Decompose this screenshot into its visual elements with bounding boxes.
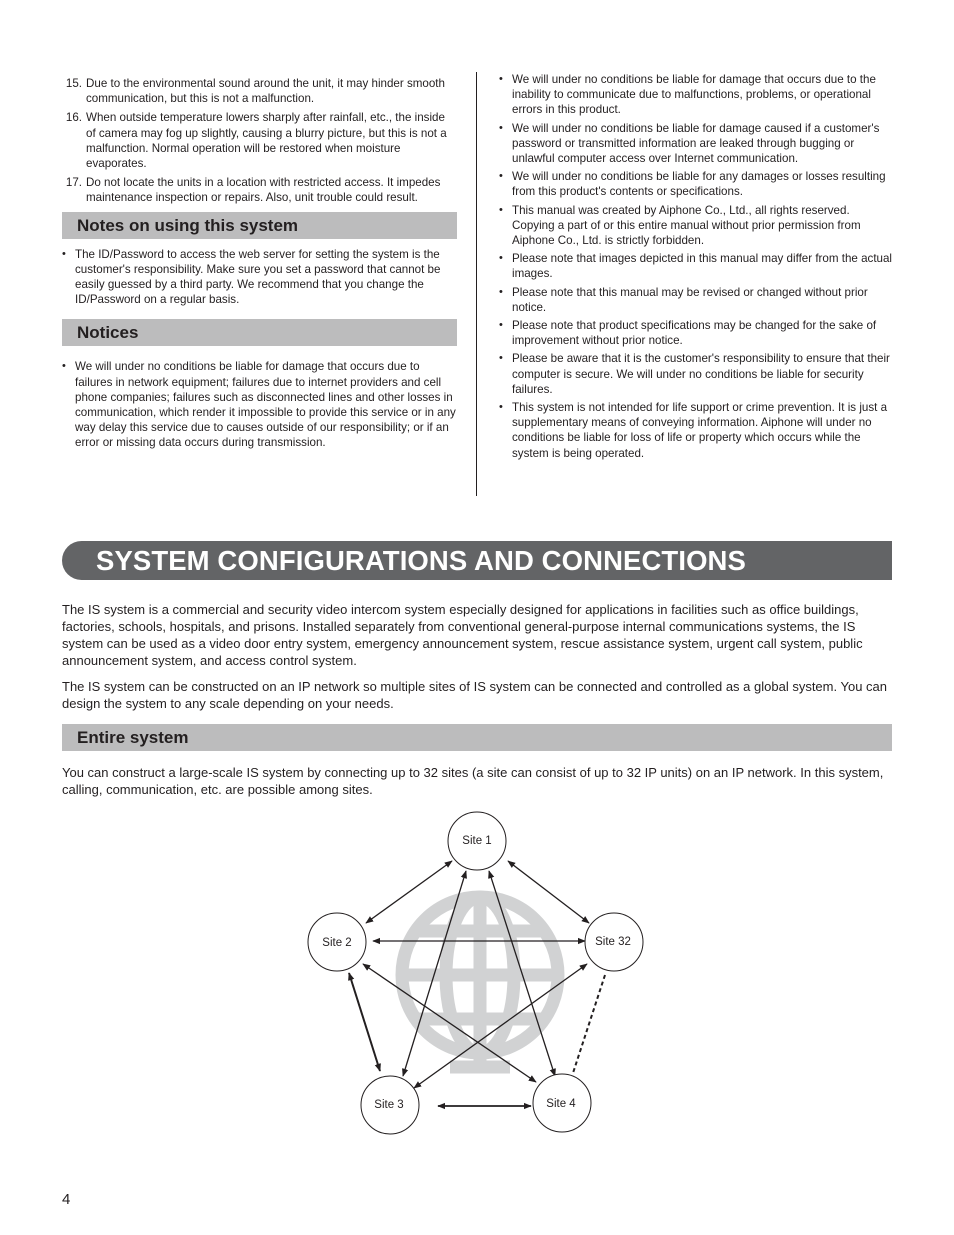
list-item: • We will under no conditions be liable for damage caused if a customer's password or transmitted information are leaked through bugging or unlawful computer access over Internet communication. <box>496 121 894 167</box>
link-site32-site4-dashed <box>573 975 605 1073</box>
list-item <box>62 76 457 106</box>
list-item <box>62 110 457 171</box>
globe-icon <box>402 897 558 1067</box>
left-column <box>62 76 457 453</box>
intro-paragraph: The IS system is a commercial and security video intercom system especially designed for applications in facilities such as office buildings, factories, schools, hospitals, and prisons. Installed separately from conventional general-purpose internal communications systems, the IS system can be used as a video door entry system, emergency announcement system, rescue assistance system, urgent call system, public announcement system, and access control system. <box>62 602 863 668</box>
item-number: 17. <box>65 176 82 190</box>
site-2-label: Site 2 <box>322 937 352 949</box>
list-item: • Please be aware that it is the customer's responsibility to ensure that their computer is secure. We will under no conditions be liable for security failures. <box>496 351 894 397</box>
item-text: Do not locate the units in a location with restricted access. It impedes maintenance inspection or repairs. Also, unit trouble could result. <box>86 176 441 205</box>
list-item: • We will under no conditions be liable for damage that occurs due to the inability to communicate due to malfunctions, problems, or operational errors in this product. <box>496 72 894 118</box>
list-item: • Please note that product specifications may be changed for the sake of improvement without prior notice. <box>496 318 894 348</box>
site-4-label: Site 4 <box>546 1098 576 1110</box>
list-item: • Please note that this manual may be revised or changed without prior notice. <box>496 285 894 315</box>
site-1-label: Site 1 <box>462 835 492 847</box>
section-title: SYSTEM CONFIGURATIONS AND CONNECTIONS <box>96 545 746 576</box>
list-item: • We will under no conditions be liable for damage that occurs due to failures in network equipment; failures due to internet providers and cell phone companies; failures such as disconnected lines and other losses in communication, which render it impossible to provide this service or in any way delay this service due to causes outside of our responsibility; or if an error or missing data occurs during transmission. <box>62 359 457 450</box>
list-item: • The ID/Password to access the web server for setting the system is the customer's responsibility. Make sure you set a password that cannot be easily guessed by a third party. We recommend that you change the ID/Password on a regular basis. <box>62 247 457 308</box>
notices-heading: Notices <box>62 319 457 346</box>
right-column <box>496 72 894 464</box>
site-network-diagram <box>300 805 650 1140</box>
network-paragraph: The IS system can be constructed on an IP network so multiple sites of IS system can be connected and controlled as a global system. You can design the system to any scale depending on your needs. <box>62 679 887 711</box>
column-divider <box>476 72 477 496</box>
disclaimer-list <box>496 72 894 461</box>
list-item: • This manual was created by Aiphone Co., Ltd., all rights reserved. Copying a part of or this entire manual without prior permission from Aiphone Co., Ltd. is strictly forbidden. <box>496 203 894 249</box>
entire-system-heading: Entire system <box>62 724 892 751</box>
item-text: When outside temperature lowers sharply after rainfall, etc., the inside of camera may fog up slightly, causing a blurry picture, but this is not a malfunction. Normal operation will be restored when moisture evaporates. <box>86 111 447 171</box>
entire-system-paragraph: You can construct a large-scale IS system by connecting up to 32 sites (a site can consist of up to 32 IP units) on an IP network. In this system, calling, communication, etc. are possible among sites. <box>62 765 884 797</box>
item-text: Due to the environmental sound around the unit, it may hinder smooth communication, but this is not a malfunction. <box>86 77 445 106</box>
numbered-notes-list <box>62 76 457 206</box>
list-item: • This system is not intended for life support or crime prevention. It is just a supplementary means of conveying information. Aiphone will under no conditions be liable for loss of life or property which occurs while the system is being operated. <box>496 400 894 461</box>
notes-list <box>62 247 457 308</box>
site-32-label: Site 32 <box>595 936 631 948</box>
page-number: 4 <box>62 1191 71 1208</box>
list-item: • Please note that images depicted in this manual may differ from the actual images. <box>496 251 894 281</box>
notices-list <box>62 359 457 450</box>
list-item <box>62 175 457 205</box>
site-3-label: Site 3 <box>374 1099 404 1111</box>
item-number: 15. <box>65 77 82 90</box>
link-site2-site3 <box>349 973 380 1071</box>
section-title-bar <box>62 541 892 580</box>
item-number: 16. <box>65 111 82 125</box>
list-item: • We will under no conditions be liable for any damages or losses resulting from this product's contents or specifications. <box>496 169 894 199</box>
notes-heading: Notes on using this system <box>62 212 457 239</box>
